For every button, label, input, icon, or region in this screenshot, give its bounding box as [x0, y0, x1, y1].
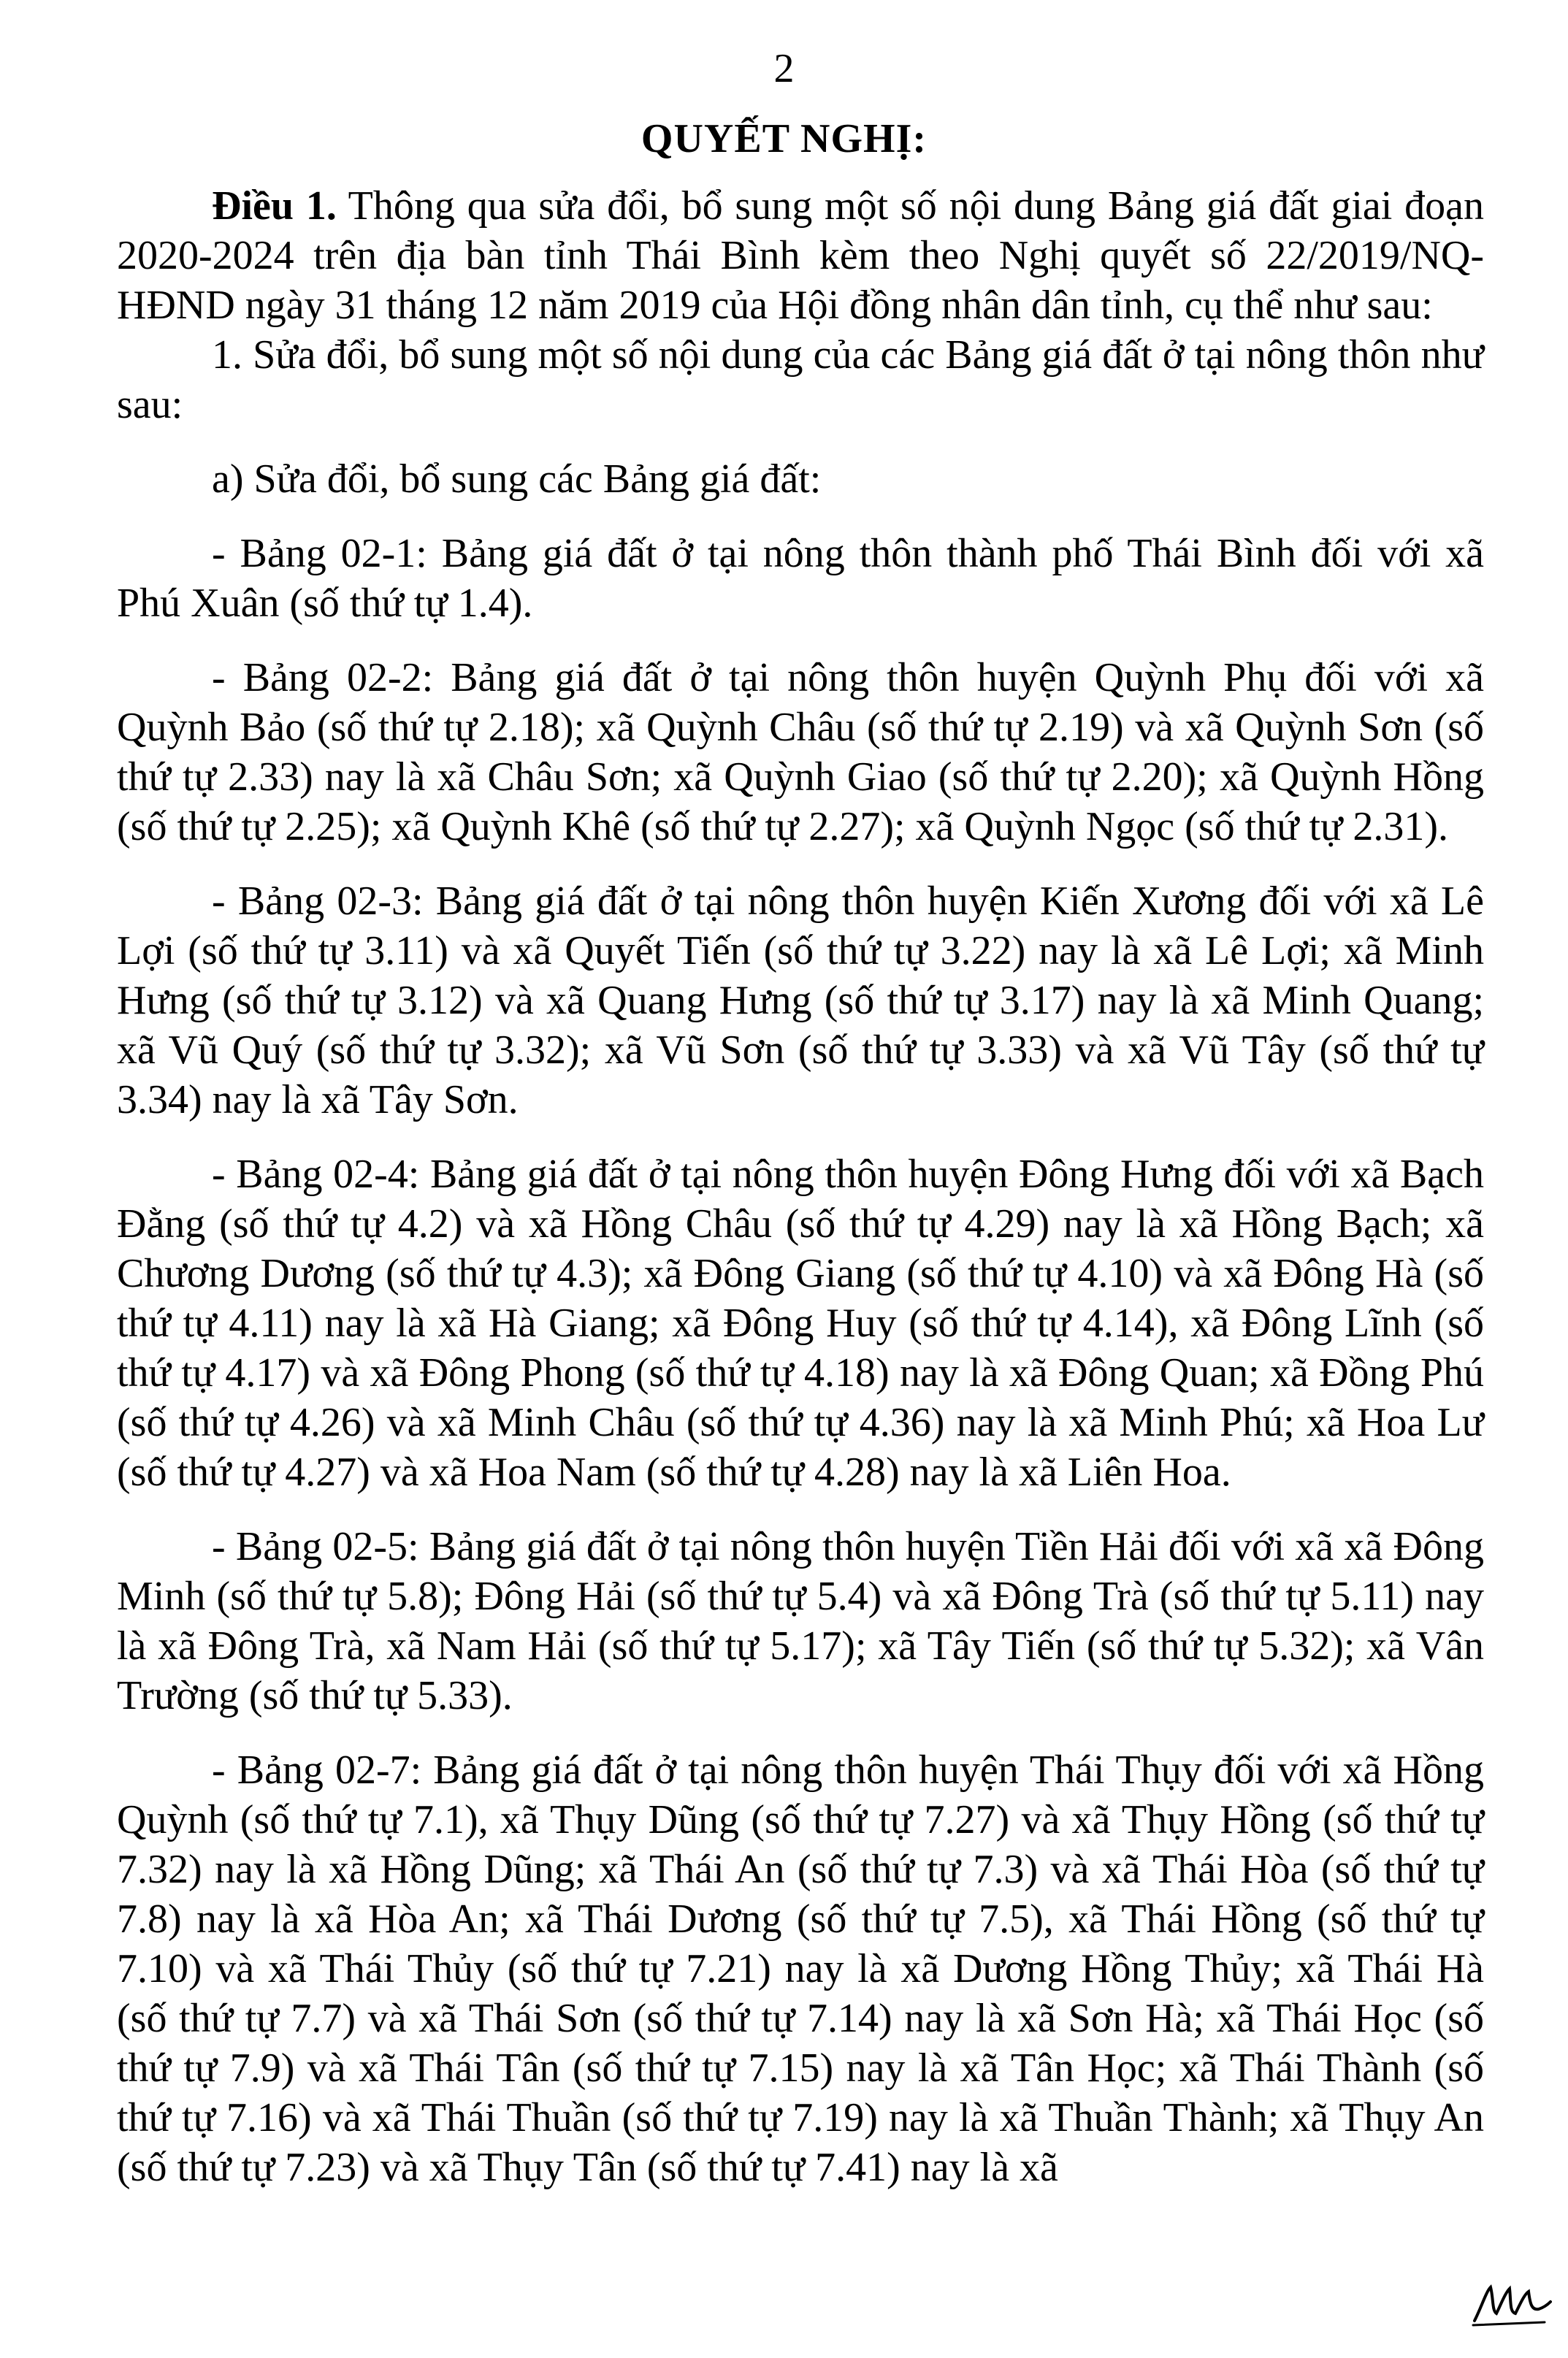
table-02-4-paragraph: - Bảng 02-4: Bảng giá đất ở tại nông thôn huyện Đông Hưng đối với xã Bạch Đằng (số thứ tự 4.2) và xã Hồng Châu (số thứ tự 4.29) nay là xã Hồng Bạch; xã Chương Dương (số thứ tự 4.3); xã Đông Giang (số thứ tự 4.10) và xã Đông Hà (số thứ tự 4.11) nay là xã Hà Giang; xã Đông Huy (số thứ tự 4.14), xã Đông Lĩnh (số thứ tự 4.17) và xã Đông Phong (số thứ tự 4.18) nay là xã Đông Quan; xã Đồng Phú (số thứ tự 4.26) và xã Minh Châu (số thứ tự 4.36) nay là xã Minh Phú; xã Hoa Lư (số thứ tự 4.27) và xã Hoa Nam (số thứ tự 4.28) nay là xã Liên Hoa. [117, 1152, 1484, 1495]
article-1-text: Thông qua sửa đổi, bổ sung một số nội dung Bảng giá đất giai đoạn 2020-2024 trên địa bàn tỉnh Thái Bình kèm theo Nghị quyết số 22/2019/NQ-HĐND ngày 31 tháng 12 năm 2019 của Hội đồng nhân dân tỉnh, cụ thể như sau: [117, 183, 1485, 328]
table-02-5-paragraph: - Bảng 02-5: Bảng giá đất ở tại nông thôn huyện Tiền Hải đối với xã xã Đông Minh (số thứ tự 5.8); Đông Hải (số thứ tự 5.4) và xã Đông Trà (số thứ tự 5.11) nay là xã Đông Trà, xã Nam Hải (số thứ tự 5.17); xã Tây Tiến (số thứ tự 5.32); xã Vân Trường (số thứ tự 5.33). [117, 1524, 1484, 1718]
initials-signature [1472, 2277, 1552, 2328]
table-02-7-paragraph: - Bảng 02-7: Bảng giá đất ở tại nông thôn huyện Thái Thụy đối với xã Hồng Quỳnh (số thứ tự 7.1), xã Thụy Dũng (số thứ tự 7.27) và xã Thụy Hồng (số thứ tự 7.32) nay là xã Hồng Dũng; xã Thái An (số thứ tự 7.3) và xã Thái Hòa (số thứ tự 7.8) nay là xã Hòa An; xã Thái Dương (số thứ tự 7.5), xã Thái Hồng (số thứ tự 7.10) và xã Thái Thủy (số thứ tự 7.21) nay là xã Dương Hồng Thủy; xã Thái Hà (số thứ tự 7.7) và xã Thái Sơn (số thứ tự 7.14) nay là xã Sơn Hà; xã Thái Học (số thứ tự 7.9) và xã Thái Tân (số thứ tự 7.15) nay là xã Tân Học; xã Thái Thành (số thứ tự 7.16) và xã Thái Thuần (số thứ tự 7.19) nay là xã Thuần Thành; xã Thụy An (số thứ tự 7.23) và xã Thụy Tân (số thứ tự 7.41) nay là xã [117, 1748, 1484, 2190]
article-1-label: Điều 1. [212, 183, 337, 229]
table-02-3-paragraph: - Bảng 02-3: Bảng giá đất ở tại nông thôn huyện Kiến Xương đối với xã Lê Lợi (số thứ tự 3.11) và xã Quyết Tiến (số thứ tự 3.22) nay là xã Lê Lợi; xã Minh Hưng (số thứ tự 3.12) và xã Quang Hưng (số thứ tự 3.17) nay là xã Minh Quang; xã Vũ Quý (số thứ tự 3.32); xã Vũ Sơn (số thứ tự 3.33) và xã Vũ Tây (số thứ tự 3.34) nay là xã Tây Sơn. [117, 878, 1484, 1122]
table-02-1-paragraph: - Bảng 02-1: Bảng giá đất ở tại nông thôn thành phố Thái Bình đối với xã Phú Xuân (số thứ tự 1.4). [117, 531, 1484, 626]
item-a-paragraph: a) Sửa đổi, bổ sung các Bảng giá đất: [212, 456, 822, 502]
article-1-paragraph [117, 181, 1484, 330]
page-number: 2 [773, 46, 795, 91]
resolution-heading: QUYẾT NGHỊ: [640, 116, 928, 161]
resolution-body [117, 181, 1484, 2192]
table-02-2-paragraph: - Bảng 02-2: Bảng giá đất ở tại nông thôn huyện Quỳnh Phụ đối với xã Quỳnh Bảo (số thứ tự 2.18); xã Quỳnh Châu (số thứ tự 2.19) và xã Quỳnh Sơn (số thứ tự 2.33) nay là xã Châu Sơn; xã Quỳnh Giao (số thứ tự 2.20); xã Quỳnh Hồng (số thứ tự 2.25); xã Quỳnh Khê (số thứ tự 2.27); xã Quỳnh Ngọc (số thứ tự 2.31). [117, 655, 1484, 849]
item-1-paragraph: 1. Sửa đổi, bổ sung một số nội dung của các Bảng giá đất ở tại nông thôn như sau: [117, 332, 1484, 427]
